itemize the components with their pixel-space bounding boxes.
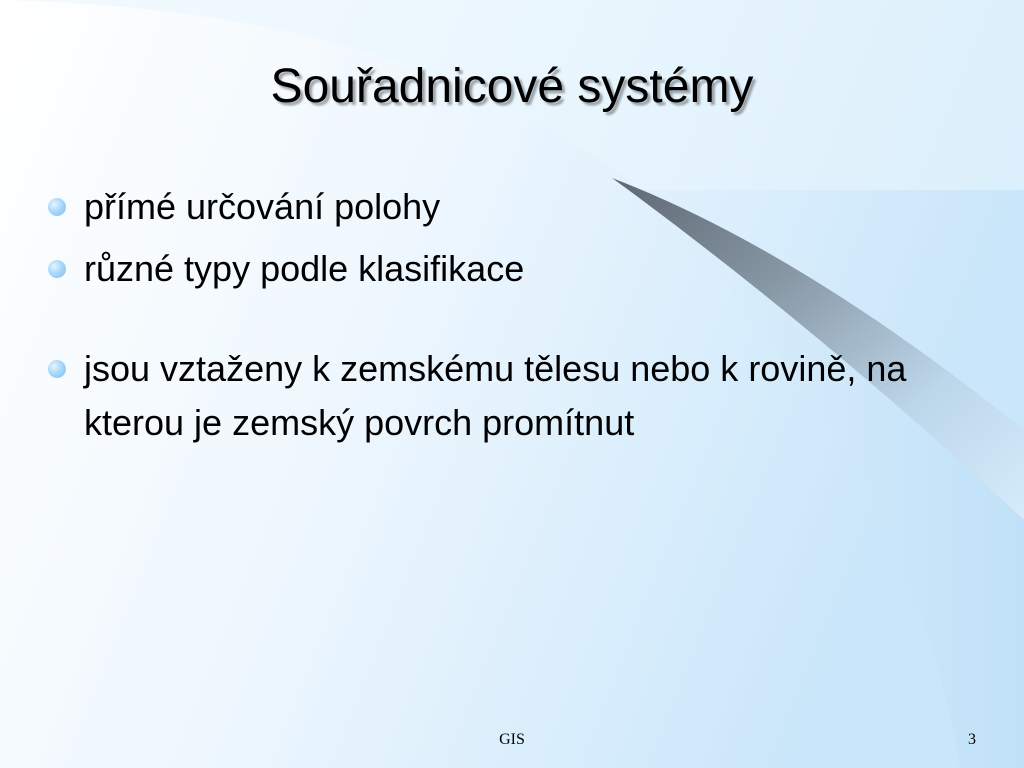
- bullet-item: [48, 242, 948, 296]
- page-number: 3: [968, 731, 976, 748]
- footer-label: GIS: [499, 731, 525, 748]
- bullet-text: jsou vztaženy k zemskému tělesu nebo k rovině, na kterou je zemský povrch promítnut: [84, 348, 907, 443]
- bullet-dot-icon: [48, 360, 66, 378]
- bullet-text: přímé určování polohy: [84, 186, 441, 227]
- bullet-item: [48, 180, 948, 234]
- bullet-list: [48, 180, 948, 458]
- bullet-item: [48, 342, 948, 450]
- bullet-dot-icon: [48, 260, 66, 278]
- bullet-dot-icon: [48, 198, 66, 216]
- bullet-text: různé typy podle klasifikace: [84, 248, 525, 289]
- slide-title: Souřadnicové systémy: [270, 60, 754, 113]
